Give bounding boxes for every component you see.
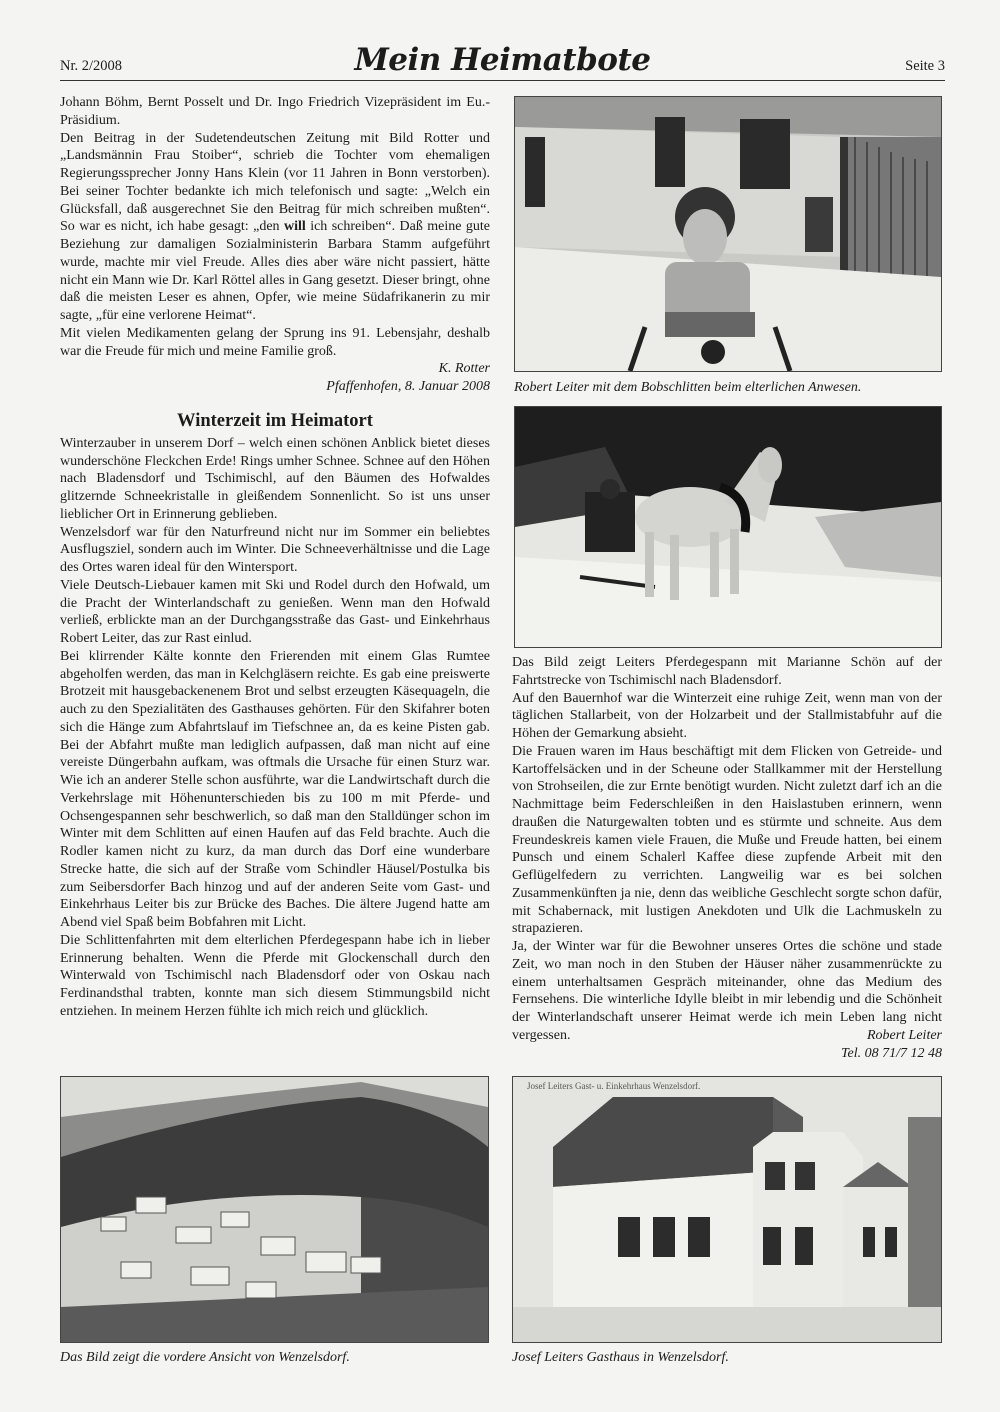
bobsled-photo bbox=[514, 96, 942, 372]
page-header bbox=[60, 40, 945, 81]
inn-caption: Josef Leiters Gasthaus in Wenzelsdorf. bbox=[512, 1350, 729, 1365]
inn-postcard-photo bbox=[512, 1076, 942, 1343]
village-caption: Das Bild zeigt die vordere Ansicht von Wenzelsdorf. bbox=[60, 1350, 350, 1365]
paragraph: Die Frauen waren im Haus beschäftigt mit dem Flicken von Getreide- und Kartoffelsäcken und in der Scheune oder Stallkammer mit der Herstellung von Strohseilen, die zur Ernte benötigt wurden. Nicht zuletzt darf ich an die Nachmittage beim Federschleißen in den Haislastuben erinnern, wenn draußen die Naturgewalten tobten und es stürmte und schneite. Aus dem Freundeskreis kamen viele Frauen, die Muße und Freude hatten, bei einem Punsch und einem Schalerl Kaffee diese zupfende Arbeit mit den Geflügelfedern zu verrichten. Langweilig war es bei solchen Zusammenkünften ja nie, denn das weibliche Geschlecht sorgte schon dafür, mit Schabernack, mit lustigen Anekdoten und Ulk die Lachmuskeln zu strapazieren. bbox=[512, 743, 942, 937]
paragraph: Die Schlittenfahrten mit dem elterlichen Pferdegespann habe ich in lieber Erinnerung behalten. Wenn die Pferde mit Glockenschall durch den Winterwald von Tschimischl nach Bladensdorf oder von Oskau nach Ferdinandsthal trabten, konnte man sich diesem Stimmungsbild nicht entziehen. In meinem Herzen fühlte ich mich reich und glücklich. bbox=[60, 932, 490, 1019]
paragraph: Winterzauber in unserem Dorf – welch einen schönen Anblick bietet dieses wunderschöne Fleckchen Erde! Rings umher Schnee. Schnee auf den Höhen nach Bladensdorf und Tschimischl, auf den Bäumen des Hofwaldes glitzernde Schneekristalle in gleißendem Sonnenlicht. So ist uns unser lieblicher Ort in Erinnerung geblieben. bbox=[60, 435, 490, 522]
article-title: Winterzeit im Heimatort bbox=[177, 410, 373, 431]
paragraph: Bei klirrender Kälte konnte den Frierenden mit einem Glas Rumtee abgeholfen werden, das man in Kelchgläsern reichte. Es gab eine preiswerte Brotzeit mit hausgebackenenem Brot und selbst erzeugten Käsequageln, die auch zu den Spezialitäten des Gasthauses gehörten. Für den Skifahrer boten sich die Hänge zum Abfahrtslauf im Tiefschnee an, da es keine Pisten gab. Bei der Abfahrt mußte man lediglich aufpassen, daß man nicht auf eine vereiste Düngerbahn aufkam, was oftmals die Ursache für einen Sturz war. Wie ich an anderer Stelle schon ausführte, war die Landwirtschaft durch die Verkehrslage mit Höhenunterschieden bis zu 100 m mit Pferde- und Ochsengespannen sehr beschwerlich, so daß man den Stalldünger schon im Winter mit dem Schlitten auf einen Haufen auf das Feld brachte. Auch die Rodler kamen nicht zu kurz, da man durch das Dorf eine wunderbare Strecke hatte, die sich auf der Straße vom Schindler Häusel/Postulka bis zum Seibersdorfer Bach hinzog und auf der anderen Seite vom Gast- und Einkehrhaus Leiter bis zur Brücke des Baches. Die ältere Jugend hatte am Abend viel Spaß beim Bobfahren mit Licht. bbox=[60, 648, 490, 930]
masthead-logo: Mein Heimatbote bbox=[354, 42, 651, 78]
paragraph: Das Bild zeigt Leiters Pferdegespann mit Marianne Schön auf der Fahrtstrecke von Tschimischl nach Bladensdorf. bbox=[512, 655, 942, 688]
page-number: Seite 3 bbox=[905, 58, 945, 74]
right-text-column bbox=[512, 654, 942, 1062]
paragraph: Auf den Bauernhof war die Winterzeit eine ruhige Zeit, wenn man von der täglichen Stallarbeit, von der Holzarbeit und der Stallmistabfuhr auf die Höhen der Gemarkung absieht. bbox=[512, 690, 942, 741]
issue-number: Nr. 2/2008 bbox=[60, 58, 123, 74]
paragraph: Viele Deutsch-Liebauer kamen mit Ski und Rodel durch den Hofwald, um die Pracht der Winterlandschaft zu genießen. Wenn man den Hofwald verließ, erblickte man an der Durchgangsstraße das Gast- und Einkehrhaus Robert Leiter, das zur Rast einlud. bbox=[60, 577, 490, 646]
author-signature: K. Rotter bbox=[438, 361, 490, 377]
village-photo bbox=[60, 1076, 489, 1343]
inn-postcard-text: Josef Leiters Gast- u. Einkehrhaus Wenzelsdorf. bbox=[527, 1081, 701, 1091]
paragraph: Ja, der Winter war für die Bewohner unseres Ortes die schöne und stade Zeit, wo man noch in den Stuben der Häuser näher zusammenrückte zu einem unterhaltsamen Gespräch miteinander, ohne das Medium des Fernsehens. Die winterliche Idylle bleibt in mir lebendig und die Schönheit der Winterlandschaft unserer Heimat werde ich mein Leben lang nicht vergessen. Robert Leiter bbox=[512, 939, 942, 1043]
author-phone: Tel. 08 71/7 12 48 bbox=[841, 1045, 942, 1061]
paragraph: Johann Böhm, Bernt Posselt und Dr. Ingo Friedrich Vizepräsident im Eu.-Präsidium. bbox=[60, 95, 490, 128]
author-signature: Robert Leiter bbox=[866, 1027, 942, 1043]
bold-word: will bbox=[283, 219, 306, 235]
paragraph: Wenzelsdorf war für den Naturfreund nicht nur im Sommer ein beliebtes Ausflugsziel, sondern auch im Winter. Die Schneeverhältnisse und die Lage des Ortes waren ideal für den Wintersport. bbox=[60, 524, 490, 575]
horse-sleigh-photo bbox=[514, 406, 942, 648]
bobsled-caption: Robert Leiter mit dem Bobschlitten beim elterlichen Anwesen. bbox=[514, 380, 862, 395]
paragraph: Den Beitrag in der Sudetendeutschen Zeitung mit Bild Rotter und „Landsmännin Frau Stoiber“, schrieb die Tochter vom ehemaligen Regierungssprecher Jonny Hans Klein (vor 11 Jahren in Bonn verstorben). Bei seiner Tochter bedankte ich mich telefonisch und sagte: „Welch ein Glücksfall, daß ausgerechnet Sie den Beitrag für mich schreiben mußten“. So war es nicht, ich habe gesagt: „den will ich schreiben“. Daß meine gute Beziehung zur damaligen Sozialministerin Barbara Stamm aufgeführt wurde, machte mir viel Freude. Alles dies aber wäre nicht passiert, hätte nicht ein Mann wie Dr. Karl Röttel alles in Gang gesetzt. Dieser bringt, ohne daß die meisten Leser es ahnen, Opfer, wie meine Südafrikanerin zu mir sagte, „für eine verlorene Heimat“. bbox=[60, 130, 491, 323]
place-date: Pfaffenhofen, 8. Januar 2008 bbox=[326, 379, 490, 394]
left-text-column bbox=[60, 94, 490, 1021]
paragraph: Mit vielen Medikamenten gelang der Sprung ins 91. Lebensjahr, deshalb war die Freude für mich und meine Familie groß. bbox=[60, 325, 490, 359]
